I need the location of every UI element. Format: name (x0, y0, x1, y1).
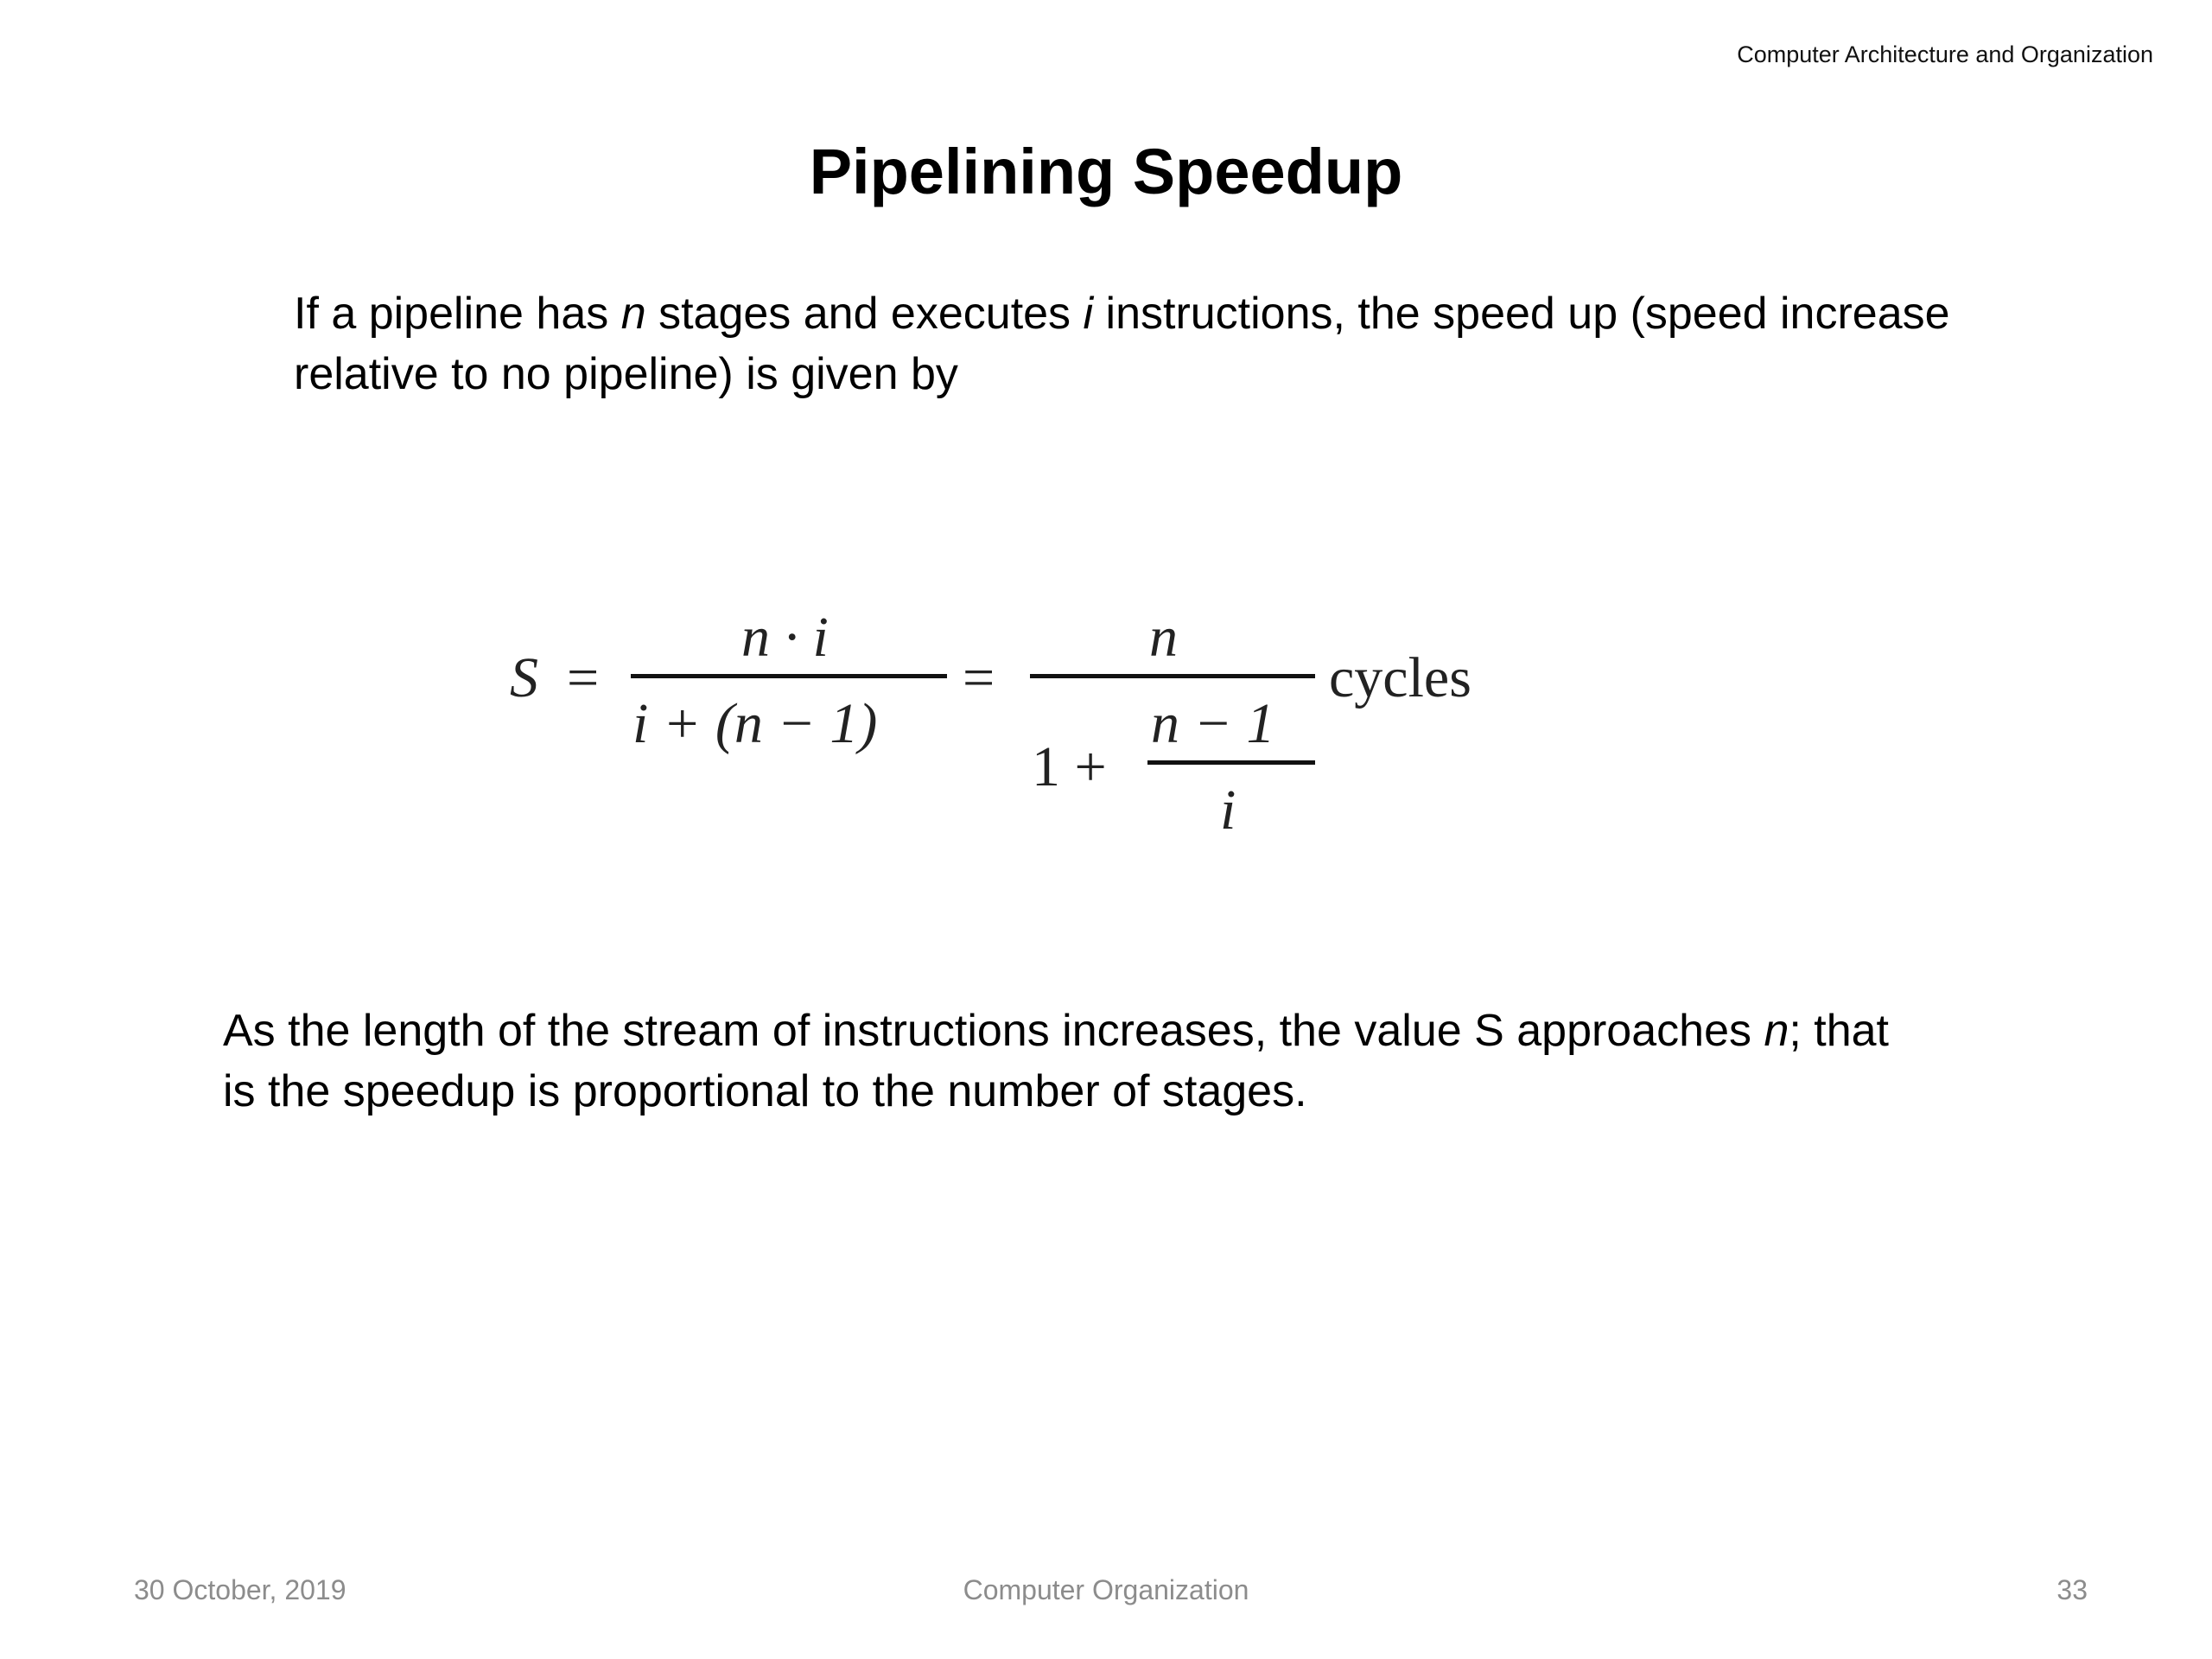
intro-text-3: instructions, the speed up (speed increase (1093, 289, 1950, 339)
inner-fraction-denominator: i (1220, 779, 1236, 842)
footer-page-number: 33 (2056, 1574, 2088, 1605)
inner-fraction-numerator: n − 1 (1151, 692, 1275, 755)
intro-line-1 (294, 283, 2005, 344)
intro-paragraph (294, 283, 2005, 404)
fraction2-denominator-one: 1 + (1032, 735, 1107, 798)
intro-text-2: stages and executes (645, 289, 1084, 339)
conclusion-paragraph (223, 1001, 1951, 1122)
fraction2-bar (1030, 674, 1315, 678)
slide-title: Pipelining Speedup (809, 136, 1403, 207)
conclusion-line-2: is the speedup is proportional to the number of stages. (223, 1066, 1307, 1116)
formula-equals-2: = (963, 646, 995, 709)
footer-course: Computer Organization (963, 1574, 1249, 1605)
formula-unit: cycles (1329, 646, 1471, 709)
fraction1-numerator: n · i (741, 606, 829, 669)
fraction1-bar (631, 674, 947, 678)
conclusion-text-2: ; that (1789, 1006, 1889, 1056)
conclusion-var-n: n (1764, 1006, 1789, 1056)
formula-lhs: S (510, 646, 538, 709)
intro-var-n: n (620, 289, 646, 339)
course-header: Computer Architecture and Organization (1737, 41, 2153, 67)
fraction2-numerator: n (1149, 606, 1178, 669)
fraction1-denominator: i + (n − 1) (632, 692, 878, 755)
conclusion-line-1 (223, 1001, 1951, 1061)
intro-line-2: relative to no pipeline) is given by (294, 349, 958, 399)
formula-equals-1: = (567, 646, 600, 709)
intro-text-1: If a pipeline has (294, 289, 621, 339)
conclusion-text-1: As the length of the stream of instructions increases, the value S approaches (223, 1006, 1764, 1056)
intro-var-i: i (1083, 289, 1094, 339)
footer-date: 30 October, 2019 (134, 1574, 346, 1605)
inner-fraction-bar (1147, 760, 1315, 765)
